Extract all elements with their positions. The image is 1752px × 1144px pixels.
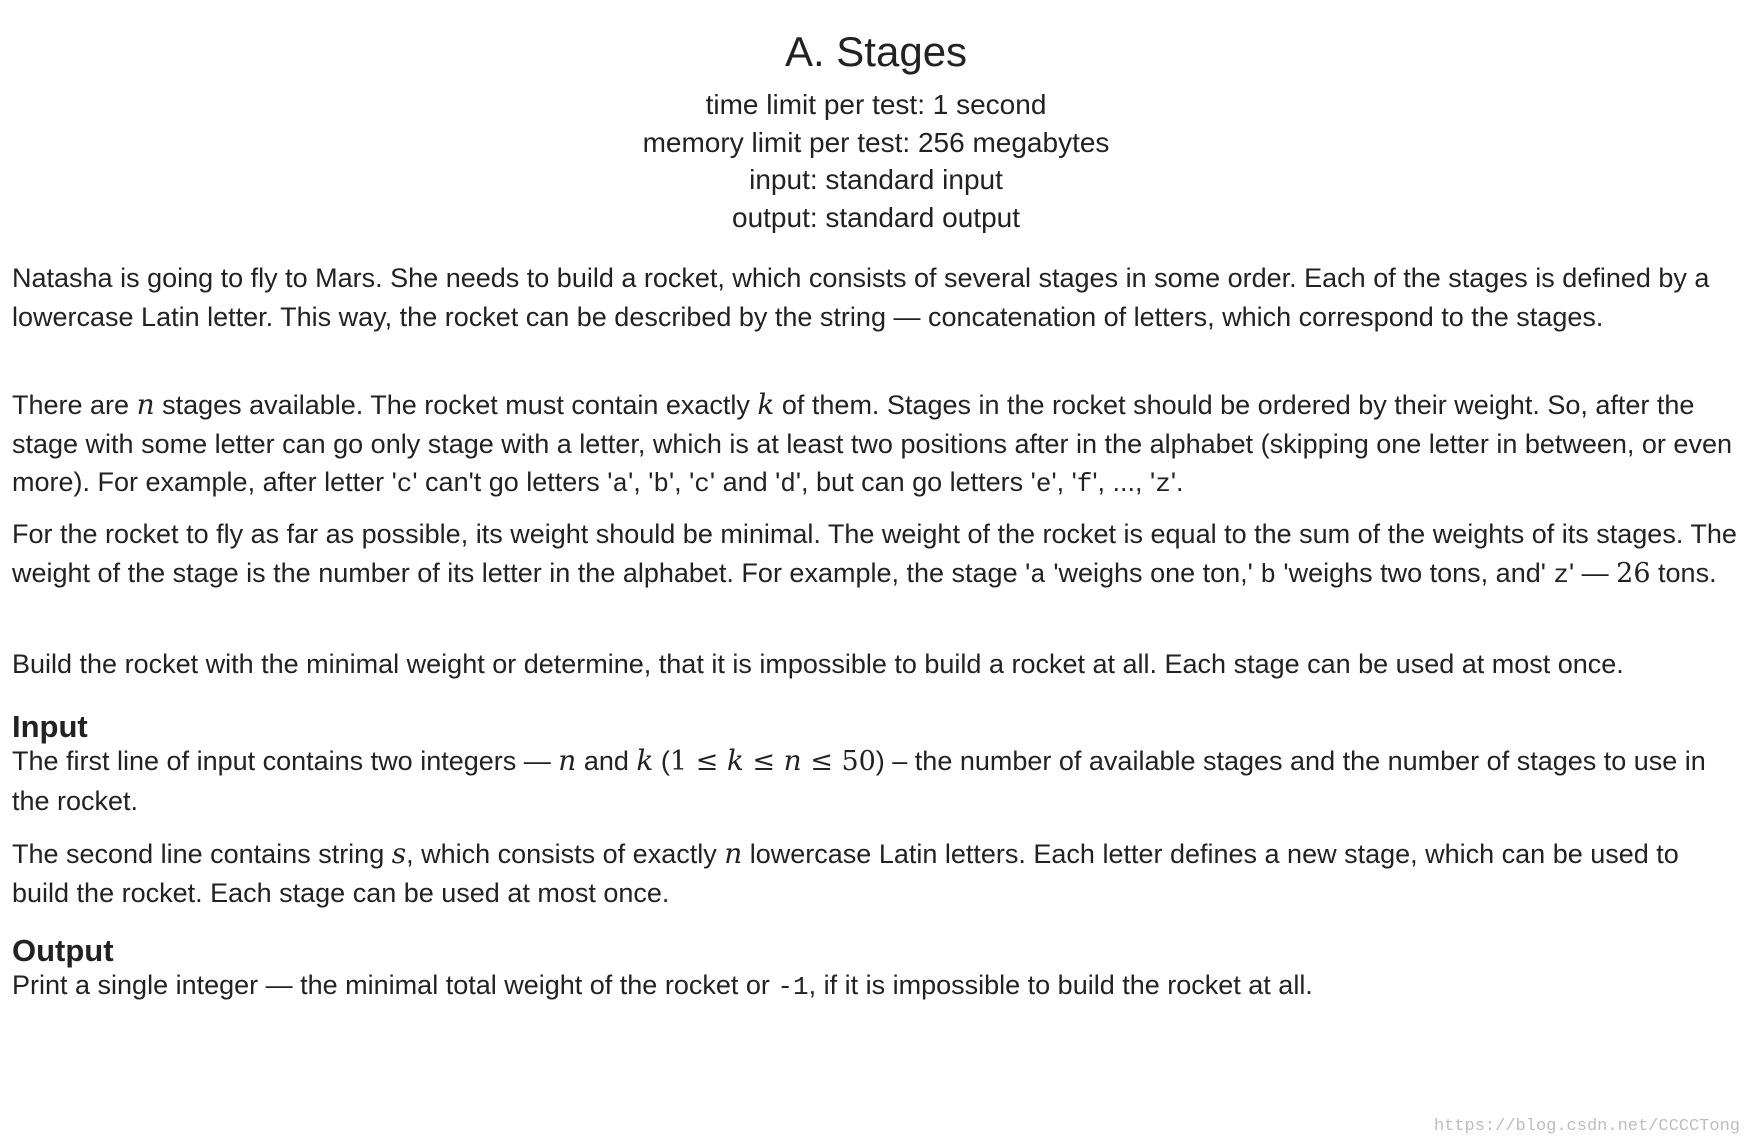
var-k: k <box>757 388 775 421</box>
time-limit: time limit per test: 1 second <box>705 89 1047 120</box>
statement-paragraph-3: For the rocket to fly as far as possible, its weight should be minimal. The weight of the rocket is equal to the sum of the weights of its stages. The weight of the stage is the number of its letter in the alphabet. For example, the stage 'a 'weighs one ton,' b 'weighs two tons, and' z' — 26 tons. <box>12 519 1737 590</box>
output-section-title: Output <box>12 933 114 968</box>
input-paragraph-1: The first line of input contains two integers — n and k (1 ≤ k ≤ n ≤ 50) – the number of available stages and the number of stages to use in the rocket. <box>12 744 1706 816</box>
memory-limit: memory limit per test: 256 megabytes <box>642 127 1110 158</box>
watermark-text: https://blog.csdn.net/CCCCTong <box>1433 1117 1740 1136</box>
output-spec: output: standard output <box>732 202 1020 233</box>
problem-title: A. Stages <box>784 28 968 75</box>
statement-paragraph-4: Build the rocket with the minimal weight or determine, that it is impossible to build a rocket at all. Each stage can be used at most once. <box>12 649 1624 679</box>
statement-paragraph-1: Natasha is going to fly to Mars. She needs to build a rocket, which consists of several stages in some order. Each of the stages is defined by a lowercase Latin letter. This way, the rocket can be described by the string — concatenation of letters, which correspond to the stages. <box>12 263 1710 332</box>
input-spec: input: standard input <box>749 164 1003 195</box>
var-n: n <box>136 388 155 421</box>
input-section-title: Input <box>12 709 88 744</box>
input-paragraph-2: The second line contains string s, which consists of exactly n lowercase Latin letters. Each letter defines a new stage, which can be used to build the rocket. Each stage can be used at most once. <box>12 837 1679 908</box>
statement-paragraph-2: There are n stages available. The rocket must contain exactly k of them. Stages in the rocket should be ordered by their weight. So, after the stage with some letter can go only stage with a letter, which is at least two positions after in the alphabet (skipping one letter in between, or even more). For example, after letter 'c' can't go letters 'a', 'b', 'c' and 'd', but can go letters 'e', 'f', ..., 'z'. <box>12 388 1732 499</box>
output-paragraph-1: Print a single integer — the minimal total weight of the rocket or -1, if it is impossible to build the rocket at all. <box>12 970 1313 1002</box>
